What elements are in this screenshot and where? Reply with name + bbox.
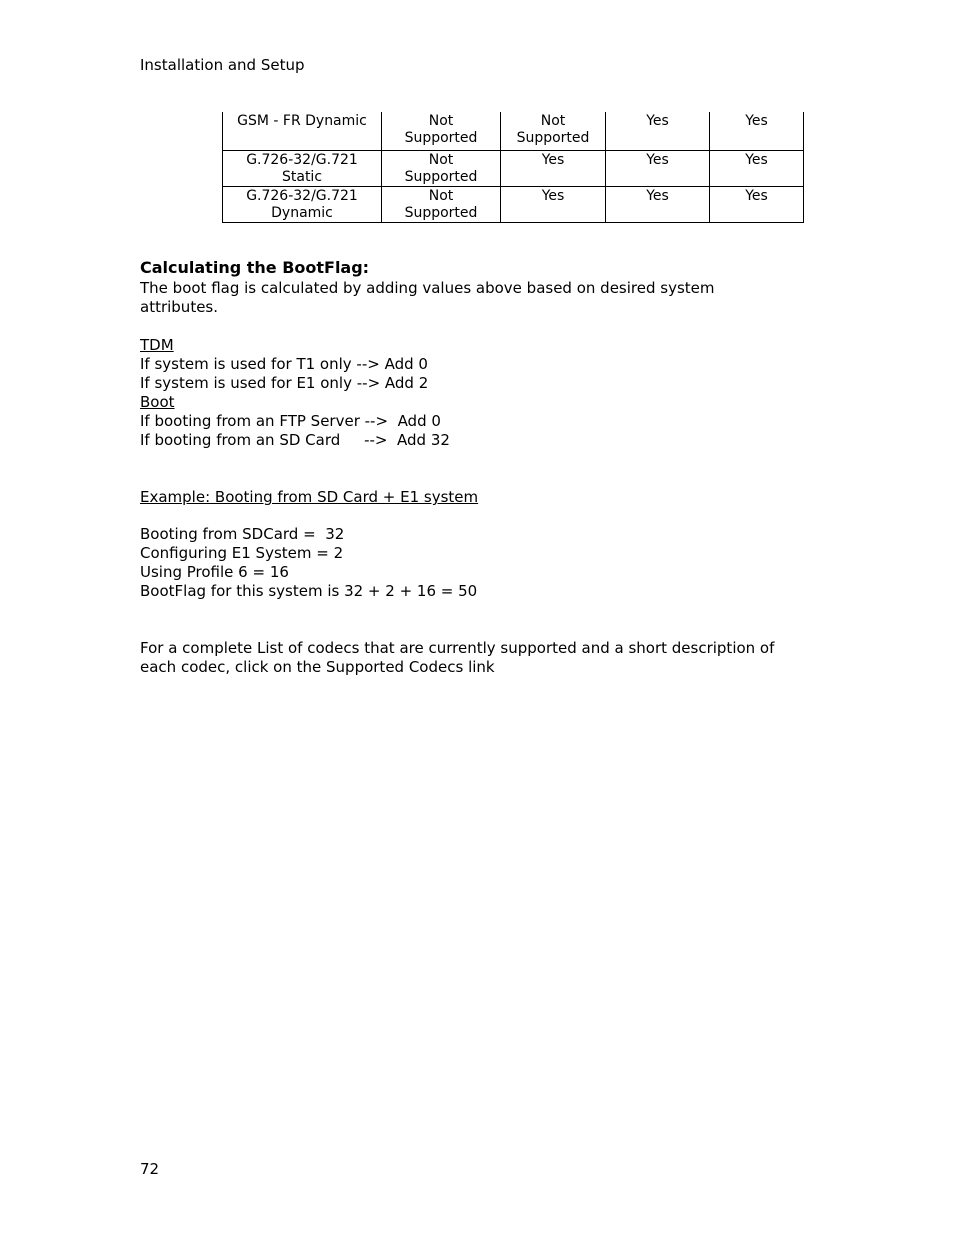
example-line: BootFlag for this system is 32 + 2 + 16 = 50 — [140, 582, 478, 600]
example-block — [140, 525, 820, 601]
table-cell: Not Supported — [382, 186, 501, 222]
page-number: 72 — [140, 1160, 160, 1178]
codec-support-table — [222, 112, 804, 223]
table-cell: Yes — [606, 112, 710, 150]
intro-line: The boot flag is calculated by adding values above based on desired system — [140, 279, 715, 297]
table-cell: Yes — [501, 186, 606, 222]
table-row — [223, 186, 804, 222]
tdm-line: If system is used for E1 only --> Add 2 — [140, 374, 429, 392]
table-cell: Not Supported — [382, 112, 501, 150]
table-cell: Yes — [606, 186, 710, 222]
boot-line: If booting from an SD Card --> Add 32 — [140, 431, 450, 449]
tdm-line: If system is used for T1 only --> Add 0 — [140, 355, 428, 373]
table-cell: Not Supported — [382, 150, 501, 186]
table-row — [223, 150, 804, 186]
table-cell: Yes — [710, 150, 804, 186]
codecs-note-line: For a complete List of codecs that are currently supported and a short description of — [140, 639, 775, 657]
table-cell: Yes — [710, 186, 804, 222]
example-line: Configuring E1 System = 2 — [140, 544, 344, 562]
example-heading-block — [140, 488, 820, 507]
tdm-heading: TDM — [140, 336, 174, 354]
bootflag-intro — [140, 279, 820, 317]
codecs-note-line: each codec, click on the Supported Codecs link — [140, 658, 495, 676]
example-line: Using Profile 6 = 16 — [140, 563, 289, 581]
intro-line: attributes. — [140, 298, 219, 316]
table-cell: Not Supported — [501, 112, 606, 150]
boot-line: If booting from an FTP Server --> Add 0 — [140, 412, 441, 430]
table-cell: Yes — [710, 112, 804, 150]
table-row — [223, 112, 804, 150]
tdm-block — [140, 336, 820, 450]
example-line: Booting from SDCard = 32 — [140, 525, 345, 543]
section-title: Calculating the BootFlag: — [140, 258, 370, 277]
table-cell: Yes — [606, 150, 710, 186]
boot-heading: Boot — [140, 393, 175, 411]
codecs-note — [140, 639, 820, 677]
table-cell: G.726-32/G.721 Dynamic — [223, 186, 382, 222]
table-cell: Yes — [501, 150, 606, 186]
table-cell: G.726-32/G.721 Static — [223, 150, 382, 186]
table-cell: GSM - FR Dynamic — [223, 112, 382, 150]
example-heading: Example: Booting from SD Card + E1 system — [140, 488, 479, 506]
page-header: Installation and Setup — [140, 56, 305, 74]
